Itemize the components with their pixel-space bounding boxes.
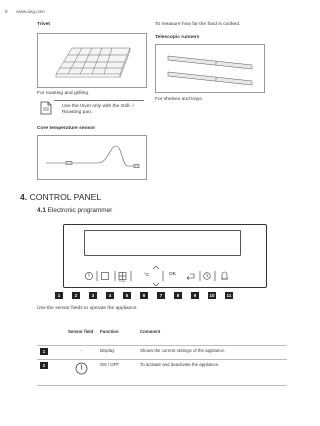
- note-box: [37, 100, 147, 122]
- table-row: [37, 345, 287, 359]
- header-comment: Comment: [140, 329, 161, 334]
- ok-label: OK: [169, 272, 176, 277]
- sensor-label-9: 9: [191, 292, 199, 299]
- subsection-title: [37, 207, 112, 215]
- intro-text: To measure how far the food is cooked.: [155, 22, 241, 27]
- header-sensor-field: Sensor field: [68, 329, 94, 334]
- section-title-text: CONTROL PANEL: [29, 192, 102, 202]
- sensor-heading: Core temperature sensor: [37, 126, 96, 131]
- sensor-number-row: [55, 292, 255, 300]
- sensor-illustration: [37, 135, 147, 180]
- field-hint: 3 sec: [119, 280, 126, 283]
- sensor-label-3: 3: [89, 292, 97, 299]
- row-comment: To activate and deactivate the appliance.: [140, 361, 220, 367]
- sensor-drawing: [38, 136, 148, 181]
- sensor-label-2: 2: [72, 292, 80, 299]
- runners-illustration: [155, 44, 265, 93]
- header-function: Function: [100, 329, 119, 334]
- info-note-icon: [39, 101, 53, 115]
- sensor-fields: [64, 261, 268, 287]
- sensor-label-1: 1: [55, 292, 63, 299]
- panel-display: [84, 230, 241, 256]
- sensor-label-5: 5: [123, 292, 131, 299]
- sensor-label-10: 10: [209, 293, 215, 298]
- panel-caption: Use the sensor fields to operate the appliance.: [37, 306, 138, 311]
- trivet-drawing: [38, 34, 148, 89]
- sensor-label-8: 8: [174, 292, 182, 299]
- sensor-label-6: 6: [140, 292, 148, 299]
- trivet-heading: Trivet: [37, 22, 51, 27]
- note-rule: [54, 100, 144, 101]
- deg-label: °C: [144, 272, 150, 277]
- power-icon: [75, 362, 88, 375]
- row-number: 2: [40, 362, 48, 369]
- sensor-label-7: 7: [157, 292, 165, 299]
- control-panel: [63, 224, 267, 288]
- trivet-illustration: [37, 33, 147, 88]
- subsection-number: 4.1: [37, 207, 46, 214]
- row-function: ON / OFF: [100, 361, 120, 367]
- trivet-caption: For roasting and grilling.: [37, 91, 90, 96]
- runners-caption: For shelves and trays.: [155, 97, 204, 102]
- row-number: 1: [40, 348, 48, 355]
- section-title: [20, 192, 101, 203]
- sensor-field-table: [37, 327, 287, 386]
- runners-drawing: [156, 45, 266, 94]
- runners-heading: Telescopic runners: [155, 35, 200, 40]
- sensor-label-11: 11: [226, 293, 232, 298]
- note-text: Use the trivet only with the Grill- / Roasting pan.: [62, 104, 134, 116]
- subsection-title-text: Electronic programmer: [47, 207, 113, 214]
- row-function: Display: [100, 347, 115, 353]
- site-url: www.aeg.com: [16, 9, 45, 14]
- table-header-row: [37, 327, 287, 345]
- page-header: [5, 9, 45, 15]
- page-number: 8: [5, 9, 8, 14]
- table-row: [37, 359, 287, 385]
- row-comment: Shows the current settings of the appliance.: [140, 347, 226, 353]
- row-symbol: -: [80, 347, 82, 353]
- sensor-label-4: 4: [106, 292, 114, 299]
- section-number: 4.: [20, 192, 28, 202]
